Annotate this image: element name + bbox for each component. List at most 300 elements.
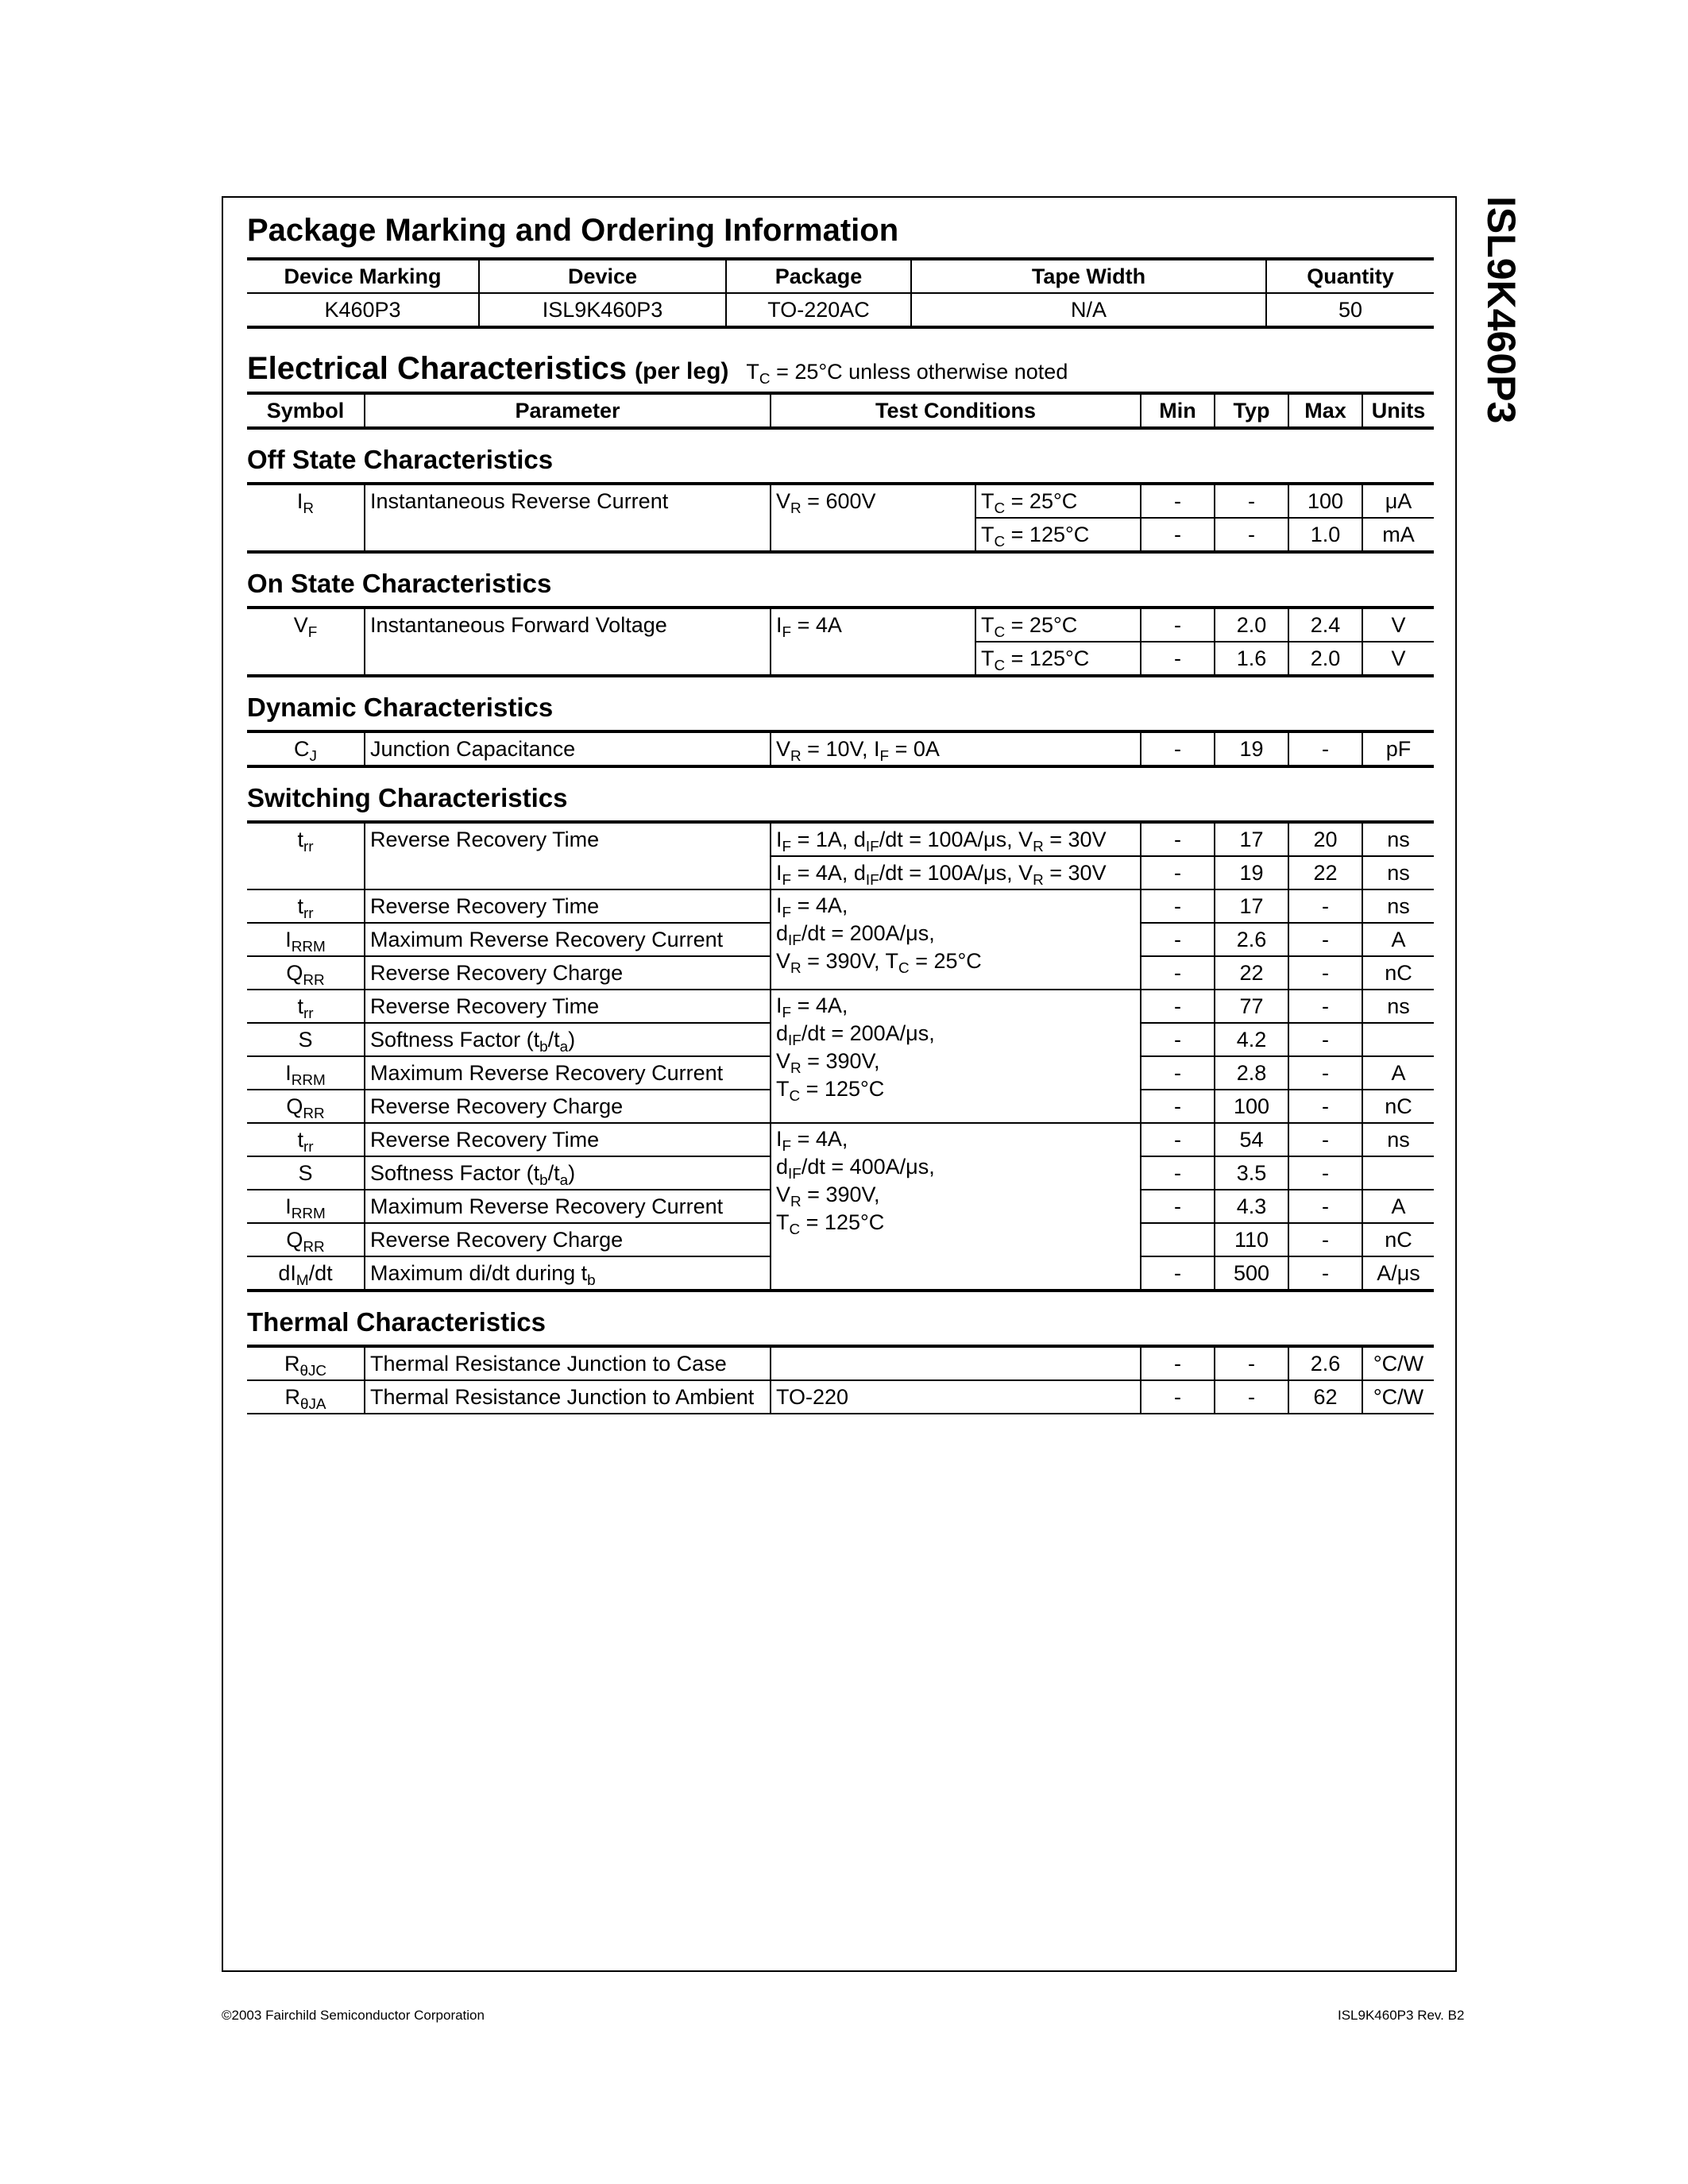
min-cell: - bbox=[1141, 889, 1215, 923]
parameter-cell: Reverse Recovery Time bbox=[365, 822, 771, 889]
cond-line bbox=[776, 1075, 1135, 1103]
condition-cell bbox=[771, 484, 975, 552]
cond-line bbox=[776, 1181, 1135, 1209]
cond-sub: IF bbox=[865, 872, 879, 889]
typ-cell: 19 bbox=[1215, 856, 1288, 889]
units-cell: mA bbox=[1362, 518, 1434, 552]
units-cell: nC bbox=[1362, 1090, 1434, 1123]
cond-sub: IF bbox=[788, 1166, 802, 1183]
note-symbol: T bbox=[746, 360, 759, 384]
thermal-table bbox=[247, 1345, 1434, 1414]
units-cell: pF bbox=[1362, 731, 1434, 766]
cond-text: = 4A, bbox=[791, 994, 848, 1017]
cond-sub: R bbox=[790, 1060, 802, 1077]
cond-text: = 125°C bbox=[800, 1210, 885, 1234]
parameter-cell: Thermal Resistance Junction to Case bbox=[365, 1346, 771, 1380]
symbol-cell bbox=[247, 1023, 365, 1056]
typ-cell: - bbox=[1215, 484, 1288, 518]
cond-sub: R bbox=[1033, 872, 1044, 889]
symbol-cell bbox=[247, 1223, 365, 1256]
electrical-header-table bbox=[247, 392, 1434, 430]
cond-sub: F bbox=[782, 1005, 792, 1021]
tc-value: = 125°C bbox=[1005, 646, 1090, 670]
param-sub: a bbox=[559, 1172, 569, 1189]
typ-cell: 500 bbox=[1215, 1256, 1288, 1291]
cond-text: = 10V, I bbox=[801, 737, 880, 761]
min-cell: - bbox=[1141, 956, 1215, 990]
units-cell: A bbox=[1362, 1056, 1434, 1090]
symbol-sub: R bbox=[303, 500, 315, 517]
typ-cell: 3.5 bbox=[1215, 1156, 1288, 1190]
param-text: ) bbox=[568, 1161, 576, 1185]
max-cell: 2.6 bbox=[1288, 1346, 1362, 1380]
symbol-text: Q bbox=[286, 961, 303, 985]
symbol-cell bbox=[247, 1156, 365, 1190]
cond-sub: C bbox=[898, 960, 910, 977]
parameter-cell: Thermal Resistance Junction to Ambient bbox=[365, 1380, 771, 1414]
param-text: /t bbox=[547, 1161, 560, 1185]
units-cell: nC bbox=[1362, 956, 1434, 990]
note-text: = 25°C unless otherwise noted bbox=[770, 360, 1068, 384]
min-cell: - bbox=[1141, 923, 1215, 956]
typ-cell: 2.0 bbox=[1215, 608, 1288, 642]
symbol-cell bbox=[247, 822, 365, 889]
package-header-row bbox=[247, 259, 1434, 293]
cond-text: /dt = 200A/μs, bbox=[801, 1021, 935, 1045]
table-row bbox=[247, 1123, 1434, 1156]
table-row bbox=[247, 990, 1434, 1023]
max-cell: - bbox=[1288, 731, 1362, 766]
condition-cell bbox=[771, 822, 1141, 856]
symbol-sub: θJA bbox=[299, 1396, 326, 1413]
parameter-cell: Reverse Recovery Charge bbox=[365, 956, 771, 990]
max-cell: - bbox=[1288, 1190, 1362, 1223]
cond-sub: F bbox=[782, 1138, 792, 1155]
symbol-cell bbox=[247, 1123, 365, 1156]
package-cell: TO-220AC bbox=[726, 293, 911, 327]
units-cell: V bbox=[1362, 608, 1434, 642]
symbol-sub: M bbox=[295, 1272, 309, 1289]
dynamic-table bbox=[247, 730, 1434, 768]
cond-text: /dt = 100A/μs, V bbox=[879, 861, 1033, 885]
cond-sub: F bbox=[782, 905, 792, 921]
parameter-cell: Maximum Reverse Recovery Current bbox=[365, 923, 771, 956]
cond-text: = 4A, bbox=[791, 893, 848, 917]
cond-text: T bbox=[776, 1210, 790, 1234]
parameter-cell bbox=[365, 1156, 771, 1190]
typ-cell: - bbox=[1215, 1380, 1288, 1414]
package-header: Package bbox=[726, 259, 911, 293]
max-cell: - bbox=[1288, 923, 1362, 956]
min-cell: - bbox=[1141, 990, 1215, 1023]
symbol-text: I bbox=[285, 1061, 292, 1085]
symbol-sub: F bbox=[307, 624, 318, 641]
side-part-number bbox=[1466, 196, 1529, 466]
tc-value: = 125°C bbox=[1005, 523, 1090, 546]
units-cell: ns bbox=[1362, 889, 1434, 923]
cond-line bbox=[776, 1020, 1135, 1048]
cond-line bbox=[776, 1048, 1135, 1075]
symbol-text: Q bbox=[286, 1094, 303, 1118]
tc-value: = 25°C bbox=[1005, 613, 1078, 637]
units-cell bbox=[1362, 1023, 1434, 1056]
max-cell: - bbox=[1288, 1256, 1362, 1291]
symbol-sub: rr bbox=[303, 1139, 314, 1156]
cond-sub: F bbox=[879, 748, 890, 765]
cond-sub: R bbox=[790, 960, 802, 977]
parameter-cell: Reverse Recovery Time bbox=[365, 990, 771, 1023]
cond-text: = 4A bbox=[791, 613, 842, 637]
symbol-sub: RRM bbox=[291, 1072, 326, 1089]
condition-cell bbox=[771, 889, 1141, 990]
cond-line bbox=[776, 1153, 1135, 1181]
min-cell: - bbox=[1141, 1256, 1215, 1291]
condition-cell bbox=[771, 856, 1141, 889]
units-cell bbox=[1362, 1156, 1434, 1190]
units-cell: V bbox=[1362, 642, 1434, 676]
symbol-cell bbox=[247, 889, 365, 923]
typ-cell: 17 bbox=[1215, 889, 1288, 923]
tc-cell bbox=[975, 642, 1141, 676]
tc-text: T bbox=[981, 489, 995, 513]
units-cell: ns bbox=[1362, 822, 1434, 856]
symbol-cell bbox=[247, 1346, 365, 1380]
symbol-text: R bbox=[284, 1385, 300, 1409]
parameter-cell: Instantaneous Reverse Current bbox=[365, 484, 771, 552]
max-cell: 1.0 bbox=[1288, 518, 1362, 552]
package-cell: 50 bbox=[1266, 293, 1434, 327]
typ-cell: - bbox=[1215, 518, 1288, 552]
switching-title: Switching Characteristics bbox=[247, 783, 568, 812]
tc-sub: C bbox=[994, 658, 1006, 674]
typ-cell: 77 bbox=[1215, 990, 1288, 1023]
cond-sub: C bbox=[789, 1221, 801, 1238]
symbol-sub: RR bbox=[303, 1239, 325, 1256]
symbol-sub: RRM bbox=[291, 1206, 326, 1222]
symbol-text: t bbox=[297, 894, 303, 918]
symbol-text: t bbox=[297, 828, 303, 851]
package-cell: N/A bbox=[911, 293, 1266, 327]
min-cell: - bbox=[1141, 1380, 1215, 1414]
tc-sub: C bbox=[994, 534, 1006, 550]
thermal-title: Thermal Characteristics bbox=[247, 1307, 547, 1337]
units-cell: nC bbox=[1362, 1223, 1434, 1256]
cond-text: = 390V, T bbox=[801, 949, 899, 973]
typ-cell: 22 bbox=[1215, 956, 1288, 990]
cond-sub: F bbox=[782, 839, 792, 855]
tc-cell bbox=[975, 484, 1141, 518]
symbol-text: I bbox=[285, 1194, 292, 1218]
condition-cell bbox=[771, 1346, 1141, 1380]
footer-copyright: ©2003 Fairchild Semiconductor Corporation bbox=[222, 2008, 485, 2023]
max-cell: 100 bbox=[1288, 484, 1362, 518]
max-cell: - bbox=[1288, 889, 1362, 923]
min-cell: - bbox=[1141, 1346, 1215, 1380]
cond-text: = 4A, bbox=[791, 1127, 848, 1151]
cond-line bbox=[776, 947, 1135, 975]
cond-text: = 4A, d bbox=[791, 861, 866, 885]
symbol-cell bbox=[247, 608, 365, 676]
cond-text: /dt = 400A/μs, bbox=[801, 1155, 935, 1179]
cond-line bbox=[776, 1209, 1135, 1237]
col-header-max: Max bbox=[1288, 393, 1362, 428]
min-cell: - bbox=[1141, 1056, 1215, 1090]
min-cell bbox=[1141, 1223, 1215, 1256]
symbol-text: S bbox=[298, 1028, 313, 1051]
min-cell: - bbox=[1141, 642, 1215, 676]
min-cell: - bbox=[1141, 822, 1215, 856]
side-part-number-text: ISL9K460P3 bbox=[1479, 196, 1524, 424]
symbol-text: C bbox=[294, 737, 310, 761]
symbol-text: Q bbox=[286, 1228, 303, 1252]
table-row bbox=[247, 889, 1434, 923]
typ-cell: 4.2 bbox=[1215, 1023, 1288, 1056]
package-row bbox=[247, 293, 1434, 327]
cond-text: V bbox=[776, 737, 791, 761]
cond-line bbox=[776, 920, 1135, 947]
typ-cell: 17 bbox=[1215, 822, 1288, 856]
units-cell: ns bbox=[1362, 990, 1434, 1023]
param-text: Maximum di/dt during t bbox=[370, 1261, 588, 1285]
cond-line bbox=[776, 1125, 1135, 1153]
symbol-text: /dt bbox=[308, 1261, 333, 1285]
param-sub: a bbox=[559, 1039, 569, 1055]
min-cell: - bbox=[1141, 484, 1215, 518]
col-header-min: Min bbox=[1141, 393, 1215, 428]
col-header-typ: Typ bbox=[1215, 393, 1288, 428]
symbol-sub: J bbox=[309, 748, 317, 765]
typ-cell: 1.6 bbox=[1215, 642, 1288, 676]
max-cell: 2.0 bbox=[1288, 642, 1362, 676]
condition-cell: TO-220 bbox=[771, 1380, 1141, 1414]
symbol-text: dI bbox=[278, 1261, 296, 1285]
symbol-text: I bbox=[285, 928, 292, 951]
tc-cell bbox=[975, 518, 1141, 552]
symbol-text: t bbox=[297, 994, 303, 1018]
typ-cell: 110 bbox=[1215, 1223, 1288, 1256]
tc-text: T bbox=[981, 613, 995, 637]
package-cell: K460P3 bbox=[247, 293, 479, 327]
off-state-table bbox=[247, 482, 1434, 554]
units-cell: ns bbox=[1362, 1123, 1434, 1156]
cond-text: = 390V, bbox=[801, 1183, 880, 1206]
parameter-cell: Reverse Recovery Time bbox=[365, 889, 771, 923]
max-cell: - bbox=[1288, 990, 1362, 1023]
cond-text: I bbox=[776, 994, 782, 1017]
symbol-sub: θJC bbox=[299, 1363, 327, 1379]
off-state-title: Off State Characteristics bbox=[247, 445, 554, 474]
cond-text: V bbox=[776, 1049, 791, 1073]
typ-cell: 19 bbox=[1215, 731, 1288, 766]
param-text: Softness Factor (t bbox=[370, 1161, 540, 1185]
table-row bbox=[247, 822, 1434, 856]
cond-line bbox=[776, 892, 1135, 920]
max-cell: 20 bbox=[1288, 822, 1362, 856]
parameter-cell: Reverse Recovery Charge bbox=[365, 1090, 771, 1123]
symbol-sub: rr bbox=[303, 839, 314, 855]
tc-sub: C bbox=[994, 500, 1006, 517]
cond-text: = 390V, bbox=[801, 1049, 880, 1073]
cond-text: = 0A bbox=[889, 737, 940, 761]
units-cell: ns bbox=[1362, 856, 1434, 889]
package-header: Device bbox=[479, 259, 726, 293]
cond-text: /dt = 200A/μs, bbox=[801, 921, 935, 945]
max-cell: - bbox=[1288, 1090, 1362, 1123]
symbol-sub: RR bbox=[303, 1106, 325, 1122]
min-cell: - bbox=[1141, 518, 1215, 552]
typ-cell: 54 bbox=[1215, 1123, 1288, 1156]
typ-cell: - bbox=[1215, 1346, 1288, 1380]
symbol-cell bbox=[247, 923, 365, 956]
symbol-text: S bbox=[298, 1161, 313, 1185]
param-text: ) bbox=[568, 1028, 576, 1051]
table-row bbox=[247, 484, 1434, 518]
cond-sub: IF bbox=[788, 932, 802, 949]
cond-text: d bbox=[776, 1021, 789, 1045]
note-sub: C bbox=[759, 371, 771, 388]
cond-sub: F bbox=[782, 624, 792, 641]
cond-line bbox=[776, 992, 1135, 1020]
max-cell: - bbox=[1288, 1123, 1362, 1156]
symbol-cell bbox=[247, 990, 365, 1023]
units-cell: μA bbox=[1362, 484, 1434, 518]
cond-text: /dt = 100A/μs, V bbox=[879, 828, 1033, 851]
param-sub: b bbox=[539, 1039, 548, 1055]
cond-text: T bbox=[776, 1077, 790, 1101]
cond-text: I bbox=[776, 1127, 782, 1151]
switching-table bbox=[247, 820, 1434, 1292]
package-title: Package Marking and Ordering Information bbox=[247, 213, 899, 248]
cond-text: d bbox=[776, 921, 789, 945]
cond-sub: IF bbox=[788, 1032, 802, 1049]
symbol-sub: RRM bbox=[291, 939, 326, 955]
condition-cell bbox=[771, 608, 975, 676]
cond-text: I bbox=[776, 613, 782, 637]
footer-revision: ISL9K460P3 Rev. B2 bbox=[1338, 2008, 1465, 2023]
parameter-cell: Reverse Recovery Charge bbox=[365, 1223, 771, 1256]
min-cell: - bbox=[1141, 608, 1215, 642]
typ-cell: 100 bbox=[1215, 1090, 1288, 1123]
electrical-note bbox=[746, 360, 1068, 388]
symbol-text: R bbox=[284, 1352, 300, 1376]
tc-text: T bbox=[981, 646, 995, 670]
cond-sub: F bbox=[782, 872, 792, 889]
max-cell: - bbox=[1288, 956, 1362, 990]
cond-text: = 25°C bbox=[909, 949, 982, 973]
max-cell: - bbox=[1288, 1156, 1362, 1190]
col-header-symbol: Symbol bbox=[247, 393, 365, 428]
table-row bbox=[247, 608, 1434, 642]
table-row bbox=[247, 1380, 1434, 1414]
symbol-cell bbox=[247, 956, 365, 990]
parameter-cell bbox=[365, 1023, 771, 1056]
symbol-cell bbox=[247, 1190, 365, 1223]
table-row bbox=[247, 731, 1434, 766]
table-row bbox=[247, 1346, 1434, 1380]
min-cell: - bbox=[1141, 1156, 1215, 1190]
parameter-cell: Maximum Reverse Recovery Current bbox=[365, 1056, 771, 1090]
parameter-cell: Reverse Recovery Time bbox=[365, 1123, 771, 1156]
parameter-cell: Junction Capacitance bbox=[365, 731, 771, 766]
symbol-cell bbox=[247, 1056, 365, 1090]
typ-cell: 2.6 bbox=[1215, 923, 1288, 956]
min-cell: - bbox=[1141, 1190, 1215, 1223]
units-cell: °C/W bbox=[1362, 1346, 1434, 1380]
param-text: Softness Factor (t bbox=[370, 1028, 540, 1051]
cond-text: = 600V bbox=[801, 489, 876, 513]
on-state-title: On State Characteristics bbox=[247, 569, 552, 598]
col-header-units: Units bbox=[1362, 393, 1434, 428]
symbol-cell bbox=[247, 731, 365, 766]
max-cell: 22 bbox=[1288, 856, 1362, 889]
parameter-cell bbox=[365, 1256, 771, 1291]
symbol-text: V bbox=[293, 613, 308, 637]
datasheet-content bbox=[247, 208, 1434, 1414]
package-cell: ISL9K460P3 bbox=[479, 293, 726, 327]
symbol-text: t bbox=[297, 1128, 303, 1152]
param-sub: b bbox=[587, 1272, 596, 1289]
electrical-title bbox=[247, 351, 1434, 387]
symbol-sub: rr bbox=[303, 1005, 314, 1022]
units-cell: A/μs bbox=[1362, 1256, 1434, 1291]
electrical-header-row bbox=[247, 393, 1434, 428]
max-cell: 2.4 bbox=[1288, 608, 1362, 642]
symbol-text: I bbox=[296, 489, 303, 513]
cond-text: V bbox=[776, 1183, 791, 1206]
dynamic-title: Dynamic Characteristics bbox=[247, 693, 554, 722]
symbol-sub: RR bbox=[303, 972, 325, 989]
condition-cell bbox=[771, 731, 1141, 766]
cond-sub: R bbox=[790, 500, 802, 517]
cond-text: = 1A, d bbox=[791, 828, 866, 851]
cond-text: = 30V bbox=[1043, 828, 1107, 851]
cond-text: = 125°C bbox=[800, 1077, 885, 1101]
tc-value: = 25°C bbox=[1005, 489, 1078, 513]
max-cell: 62 bbox=[1288, 1380, 1362, 1414]
cond-text: = 30V bbox=[1043, 861, 1107, 885]
cond-sub: R bbox=[790, 748, 802, 765]
max-cell: - bbox=[1288, 1023, 1362, 1056]
symbol-cell bbox=[247, 1380, 365, 1414]
param-text: /t bbox=[547, 1028, 560, 1051]
min-cell: - bbox=[1141, 856, 1215, 889]
tc-sub: C bbox=[994, 624, 1006, 641]
units-cell: A bbox=[1362, 1190, 1434, 1223]
cond-text: I bbox=[776, 861, 782, 885]
cond-text: V bbox=[776, 949, 791, 973]
package-header: Quantity bbox=[1266, 259, 1434, 293]
cond-text: I bbox=[776, 893, 782, 917]
condition-cell bbox=[771, 990, 1141, 1123]
units-cell: A bbox=[1362, 923, 1434, 956]
typ-cell: 4.3 bbox=[1215, 1190, 1288, 1223]
cond-text: I bbox=[776, 828, 782, 851]
electrical-title-main: Electrical Characteristics bbox=[247, 351, 628, 386]
parameter-cell: Maximum Reverse Recovery Current bbox=[365, 1190, 771, 1223]
on-state-table bbox=[247, 606, 1434, 677]
typ-cell: 2.8 bbox=[1215, 1056, 1288, 1090]
symbol-cell bbox=[247, 484, 365, 552]
symbol-sub: rr bbox=[303, 905, 314, 922]
units-cell: °C/W bbox=[1362, 1380, 1434, 1414]
col-header-conditions: Test Conditions bbox=[771, 393, 1141, 428]
min-cell: - bbox=[1141, 1090, 1215, 1123]
cond-sub: IF bbox=[865, 839, 879, 855]
min-cell: - bbox=[1141, 1023, 1215, 1056]
max-cell: - bbox=[1288, 1056, 1362, 1090]
package-header: Device Marking bbox=[247, 259, 479, 293]
cond-sub: R bbox=[1033, 839, 1044, 855]
